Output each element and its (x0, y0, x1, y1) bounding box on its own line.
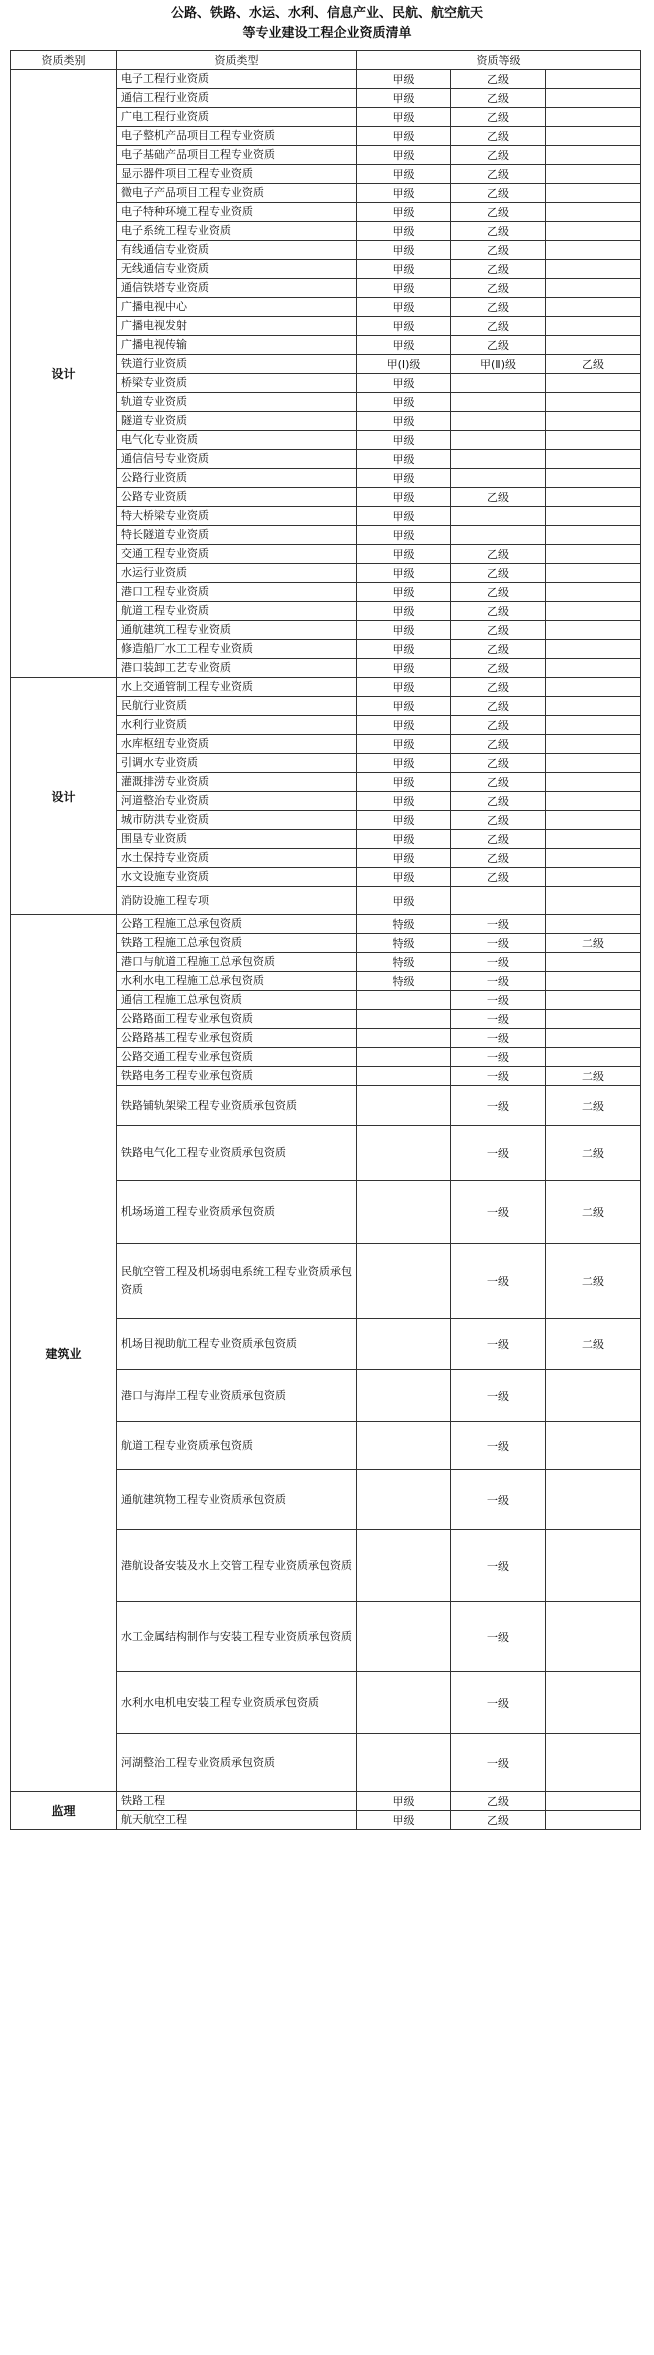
qualification-table (10, 50, 641, 1830)
grade-cell: 一级 (451, 1319, 546, 1370)
type-cell: 水文设施专业资质 (117, 868, 357, 887)
type-cell: 桥梁专业资质 (117, 374, 357, 393)
grade-cell (357, 1048, 451, 1067)
type-cell: 水土保持专业资质 (117, 849, 357, 868)
grade-cell: 甲级 (357, 108, 451, 127)
grade-cell (546, 754, 641, 773)
grade-cell: 甲级 (357, 678, 451, 697)
grade-cell (357, 1244, 451, 1319)
type-cell: 广播电视发射 (117, 317, 357, 336)
type-cell: 城市防洪专业资质 (117, 811, 357, 830)
grade-cell: 乙级 (451, 830, 546, 849)
title-line-2: 等专业建设工程企业资质清单 (242, 26, 412, 41)
grade-cell (546, 1370, 641, 1422)
grade-cell: 乙级 (451, 89, 546, 108)
grade-cell (546, 450, 641, 469)
grade-cell (546, 545, 641, 564)
grade-cell: 乙级 (451, 165, 546, 184)
grade-cell (546, 298, 641, 317)
grade-cell: 甲级 (357, 754, 451, 773)
grade-cell: 甲级 (357, 165, 451, 184)
grade-cell (546, 393, 641, 412)
grade-cell: 一级 (451, 1086, 546, 1126)
type-cell: 公路路基工程专业承包资质 (117, 1029, 357, 1048)
grade-cell (357, 1530, 451, 1602)
type-cell: 航道工程专业资质承包资质 (117, 1422, 357, 1470)
grade-cell: 甲级 (357, 830, 451, 849)
grade-cell: 乙级 (451, 298, 546, 317)
grade-cell (451, 393, 546, 412)
grade-cell: 甲级 (357, 222, 451, 241)
grade-cell: 一级 (451, 1530, 546, 1602)
grade-cell (546, 184, 641, 203)
grade-cell: 甲级 (357, 1792, 451, 1811)
grade-cell (546, 640, 641, 659)
grade-cell (546, 953, 641, 972)
grade-cell: 乙级 (451, 70, 546, 89)
type-cell: 港口装卸工艺专业资质 (117, 659, 357, 678)
grade-cell: 甲级 (357, 640, 451, 659)
grade-cell: 一级 (451, 1244, 546, 1319)
grade-cell: 二级 (546, 1181, 641, 1244)
grade-cell: 甲级 (357, 260, 451, 279)
title-line-1: 公路、铁路、水运、水利、信息产业、民航、航空航天 (170, 6, 483, 21)
header-type: 资质类型 (117, 51, 357, 70)
grade-cell (451, 526, 546, 545)
table-row (11, 70, 641, 89)
grade-cell (546, 146, 641, 165)
type-cell: 水库枢纽专业资质 (117, 735, 357, 754)
type-cell: 通信工程行业资质 (117, 89, 357, 108)
type-cell: 港口与航道工程施工总承包资质 (117, 953, 357, 972)
grade-cell: 乙级 (451, 659, 546, 678)
grade-cell: 乙级 (451, 146, 546, 165)
grade-cell (546, 564, 641, 583)
grade-cell (546, 583, 641, 602)
type-cell: 铁路铺轨架梁工程专业资质承包资质 (117, 1086, 357, 1126)
type-cell: 电子特种环境工程专业资质 (117, 203, 357, 222)
grade-cell (546, 1422, 641, 1470)
grade-cell: 甲级 (357, 203, 451, 222)
grade-cell: 甲级 (357, 450, 451, 469)
grade-cell: 甲级 (357, 811, 451, 830)
grade-cell (451, 412, 546, 431)
grade-cell: 乙级 (451, 222, 546, 241)
grade-cell: 特级 (357, 915, 451, 934)
grade-cell: 二级 (546, 1086, 641, 1126)
grade-cell (546, 412, 641, 431)
grade-cell: 甲级 (357, 849, 451, 868)
type-cell: 机场场道工程专业资质承包资质 (117, 1181, 357, 1244)
grade-cell: 一级 (451, 972, 546, 991)
grade-cell: 特级 (357, 972, 451, 991)
grade-cell: 一级 (451, 1067, 546, 1086)
grade-cell: 甲级 (357, 317, 451, 336)
grade-cell: 乙级 (451, 716, 546, 735)
grade-cell: 一级 (451, 934, 546, 953)
grade-cell (546, 972, 641, 991)
grade-cell (546, 716, 641, 735)
grade-cell: 乙级 (451, 735, 546, 754)
grade-cell: 甲级 (357, 70, 451, 89)
grade-cell: 甲级 (357, 583, 451, 602)
grade-cell (357, 1086, 451, 1126)
type-cell: 通信信号专业资质 (117, 450, 357, 469)
grade-cell: 乙级 (451, 773, 546, 792)
grade-cell: 甲级 (357, 89, 451, 108)
type-cell: 引调水专业资质 (117, 754, 357, 773)
table-row (11, 915, 641, 934)
grade-cell: 甲级 (357, 564, 451, 583)
type-cell: 铁路工程施工总承包资质 (117, 934, 357, 953)
grade-cell (546, 1010, 641, 1029)
grade-cell (357, 1029, 451, 1048)
grade-cell: 乙级 (451, 811, 546, 830)
grade-cell (546, 868, 641, 887)
grade-cell (451, 507, 546, 526)
grade-cell: 特级 (357, 934, 451, 953)
grade-cell: 一级 (451, 1370, 546, 1422)
grade-cell (357, 1370, 451, 1422)
type-cell: 水运行业资质 (117, 564, 357, 583)
grade-cell (546, 1602, 641, 1672)
grade-cell (451, 469, 546, 488)
type-cell: 广播电视传输 (117, 336, 357, 355)
grade-cell: 一级 (451, 991, 546, 1010)
document-title (0, 0, 654, 44)
grade-cell (357, 1181, 451, 1244)
grade-cell: 甲级 (357, 773, 451, 792)
type-cell: 航道工程专业资质 (117, 602, 357, 621)
grade-cell: 甲(Ⅰ)级 (357, 355, 451, 374)
grade-cell: 甲级 (357, 488, 451, 507)
grade-cell (546, 659, 641, 678)
type-cell: 无线通信专业资质 (117, 260, 357, 279)
type-cell: 特大桥梁专业资质 (117, 507, 357, 526)
type-cell: 水利水电工程施工总承包资质 (117, 972, 357, 991)
grade-cell: 甲级 (357, 431, 451, 450)
type-cell: 电气化专业资质 (117, 431, 357, 450)
grade-cell: 乙级 (451, 260, 546, 279)
grade-cell (546, 70, 641, 89)
type-cell: 通信工程施工总承包资质 (117, 991, 357, 1010)
grade-cell (546, 678, 641, 697)
grade-cell: 甲级 (357, 697, 451, 716)
type-cell: 显示器件项目工程专业资质 (117, 165, 357, 184)
grade-cell: 甲级 (357, 507, 451, 526)
grade-cell: 甲级 (357, 393, 451, 412)
type-cell: 河湖整治工程专业资质承包资质 (117, 1734, 357, 1792)
grade-cell (546, 697, 641, 716)
grade-cell (546, 1734, 641, 1792)
type-cell: 民航空管工程及机场弱电系统工程专业资质承包资质 (117, 1244, 357, 1319)
grade-cell: 甲级 (357, 735, 451, 754)
grade-cell (451, 374, 546, 393)
grade-cell: 二级 (546, 1067, 641, 1086)
type-cell: 水上交通管制工程专业资质 (117, 678, 357, 697)
grade-cell (357, 1602, 451, 1672)
grade-cell: 乙级 (451, 621, 546, 640)
type-cell: 电子系统工程专业资质 (117, 222, 357, 241)
grade-cell: 乙级 (451, 792, 546, 811)
grade-cell: 甲级 (357, 298, 451, 317)
grade-cell (546, 773, 641, 792)
grade-cell: 乙级 (451, 203, 546, 222)
grade-cell: 甲级 (357, 659, 451, 678)
type-cell: 水工金属结构制作与安装工程专业资质承包资质 (117, 1602, 357, 1672)
grade-cell (357, 1734, 451, 1792)
table-row (11, 1792, 641, 1811)
category-cell: 监理 (11, 1792, 117, 1830)
type-cell: 公路行业资质 (117, 469, 357, 488)
grade-cell: 甲级 (357, 184, 451, 203)
type-cell: 铁路工程 (117, 1792, 357, 1811)
grade-cell: 乙级 (451, 868, 546, 887)
type-cell: 交通工程专业资质 (117, 545, 357, 564)
grade-cell: 乙级 (451, 583, 546, 602)
grade-cell (546, 279, 641, 298)
grade-cell (546, 811, 641, 830)
grade-cell: 乙级 (451, 488, 546, 507)
grade-cell (357, 1672, 451, 1734)
type-cell: 铁路电气化工程专业资质承包资质 (117, 1126, 357, 1181)
grade-cell (357, 1470, 451, 1530)
grade-cell: 乙级 (451, 1811, 546, 1830)
grade-cell (546, 735, 641, 754)
type-cell: 河道整治专业资质 (117, 792, 357, 811)
grade-cell: 甲级 (357, 469, 451, 488)
grade-cell (546, 374, 641, 393)
type-cell: 电子工程行业资质 (117, 70, 357, 89)
grade-cell (546, 991, 641, 1010)
type-cell: 通航建筑工程专业资质 (117, 621, 357, 640)
grade-cell: 二级 (546, 1126, 641, 1181)
grade-cell (546, 336, 641, 355)
grade-cell (546, 108, 641, 127)
grade-cell: 一级 (451, 1602, 546, 1672)
type-cell: 电子整机产品项目工程专业资质 (117, 127, 357, 146)
type-cell: 消防设施工程专项 (117, 887, 357, 915)
grade-cell: 甲级 (357, 146, 451, 165)
grade-cell (357, 1126, 451, 1181)
type-cell: 有线通信专业资质 (117, 241, 357, 260)
grade-cell: 甲级 (357, 716, 451, 735)
grade-cell: 甲级 (357, 412, 451, 431)
type-cell: 广电工程行业资质 (117, 108, 357, 127)
grade-cell (546, 621, 641, 640)
grade-cell: 乙级 (451, 754, 546, 773)
grade-cell: 一级 (451, 1048, 546, 1067)
grade-cell: 乙级 (451, 602, 546, 621)
grade-cell (546, 792, 641, 811)
table-header-row (11, 51, 641, 70)
type-cell: 通航建筑物工程专业资质承包资质 (117, 1470, 357, 1530)
type-cell: 公路专业资质 (117, 488, 357, 507)
grade-cell (451, 450, 546, 469)
grade-cell: 二级 (546, 934, 641, 953)
grade-cell: 一级 (451, 915, 546, 934)
grade-cell: 乙级 (451, 545, 546, 564)
grade-cell: 甲级 (357, 868, 451, 887)
grade-cell (357, 991, 451, 1010)
type-cell: 航天航空工程 (117, 1811, 357, 1830)
grade-cell: 乙级 (451, 108, 546, 127)
grade-cell (357, 1010, 451, 1029)
grade-cell: 乙级 (451, 678, 546, 697)
grade-cell: 乙级 (451, 1792, 546, 1811)
grade-cell (546, 849, 641, 868)
category-cell: 设计 (11, 70, 117, 678)
grade-cell (546, 222, 641, 241)
grade-cell (546, 526, 641, 545)
type-cell: 电子基础产品项目工程专业资质 (117, 146, 357, 165)
grade-cell (546, 602, 641, 621)
grade-cell (546, 1470, 641, 1530)
grade-cell (546, 89, 641, 108)
header-grade: 资质等级 (357, 51, 641, 70)
type-cell: 铁道行业资质 (117, 355, 357, 374)
type-cell: 微电子产品项目工程专业资质 (117, 184, 357, 203)
grade-cell (546, 317, 641, 336)
grade-cell (546, 887, 641, 915)
grade-cell: 一级 (451, 1422, 546, 1470)
type-cell: 港航设备安装及水上交管工程专业资质承包资质 (117, 1530, 357, 1602)
type-cell: 围垦专业资质 (117, 830, 357, 849)
category-cell: 建筑业 (11, 915, 117, 1792)
grade-cell: 乙级 (451, 849, 546, 868)
grade-cell (357, 1422, 451, 1470)
grade-cell: 一级 (451, 1672, 546, 1734)
grade-cell: 甲级 (357, 545, 451, 564)
grade-cell (546, 1792, 641, 1811)
grade-cell (451, 887, 546, 915)
grade-cell (357, 1319, 451, 1370)
grade-cell: 乙级 (451, 279, 546, 298)
grade-cell (546, 203, 641, 222)
grade-cell: 乙级 (451, 184, 546, 203)
type-cell: 特长隧道专业资质 (117, 526, 357, 545)
grade-cell (546, 1530, 641, 1602)
grade-cell: 甲级 (357, 336, 451, 355)
grade-cell: 乙级 (451, 317, 546, 336)
grade-cell: 甲级 (357, 792, 451, 811)
grade-cell: 乙级 (451, 564, 546, 583)
grade-cell (546, 488, 641, 507)
type-cell: 水利行业资质 (117, 716, 357, 735)
category-cell: 设计 (11, 678, 117, 915)
grade-cell: 甲级 (357, 526, 451, 545)
type-cell: 广播电视中心 (117, 298, 357, 317)
table-row (11, 678, 641, 697)
grade-cell: 一级 (451, 1734, 546, 1792)
grade-cell: 甲级 (357, 241, 451, 260)
grade-cell: 一级 (451, 1181, 546, 1244)
type-cell: 港口工程专业资质 (117, 583, 357, 602)
grade-cell (546, 1811, 641, 1830)
type-cell: 隧道专业资质 (117, 412, 357, 431)
type-cell: 公路交通工程专业承包资质 (117, 1048, 357, 1067)
type-cell: 公路路面工程专业承包资质 (117, 1010, 357, 1029)
header-category: 资质类别 (11, 51, 117, 70)
grade-cell: 一级 (451, 1126, 546, 1181)
grade-cell: 一级 (451, 953, 546, 972)
grade-cell: 乙级 (546, 355, 641, 374)
grade-cell: 一级 (451, 1010, 546, 1029)
grade-cell: 乙级 (451, 640, 546, 659)
type-cell: 机场目视助航工程专业资质承包资质 (117, 1319, 357, 1370)
grade-cell (546, 165, 641, 184)
grade-cell (357, 1067, 451, 1086)
grade-cell: 甲级 (357, 1811, 451, 1830)
grade-cell (546, 241, 641, 260)
grade-cell: 一级 (451, 1029, 546, 1048)
grade-cell: 甲级 (357, 602, 451, 621)
grade-cell (546, 1029, 641, 1048)
grade-cell (546, 469, 641, 488)
grade-cell: 甲级 (357, 374, 451, 393)
grade-cell (546, 915, 641, 934)
grade-cell: 特级 (357, 953, 451, 972)
grade-cell: 乙级 (451, 241, 546, 260)
grade-cell: 乙级 (451, 697, 546, 716)
grade-cell: 二级 (546, 1319, 641, 1370)
grade-cell: 甲(Ⅱ)级 (451, 355, 546, 374)
type-cell: 通信铁塔专业资质 (117, 279, 357, 298)
type-cell: 修造船厂水工工程专业资质 (117, 640, 357, 659)
type-cell: 民航行业资质 (117, 697, 357, 716)
type-cell: 水利水电机电安装工程专业资质承包资质 (117, 1672, 357, 1734)
grade-cell: 甲级 (357, 621, 451, 640)
grade-cell: 二级 (546, 1244, 641, 1319)
grade-cell: 甲级 (357, 887, 451, 915)
grade-cell (546, 260, 641, 279)
grade-cell (546, 1672, 641, 1734)
table-body (11, 70, 641, 1830)
grade-cell (451, 431, 546, 450)
type-cell: 铁路电务工程专业承包资质 (117, 1067, 357, 1086)
grade-cell (546, 127, 641, 146)
type-cell: 公路工程施工总承包资质 (117, 915, 357, 934)
type-cell: 灌溉排涝专业资质 (117, 773, 357, 792)
grade-cell: 乙级 (451, 336, 546, 355)
grade-cell (546, 1048, 641, 1067)
grade-cell (546, 507, 641, 526)
grade-cell (546, 431, 641, 450)
grade-cell: 乙级 (451, 127, 546, 146)
grade-cell (546, 830, 641, 849)
type-cell: 轨道专业资质 (117, 393, 357, 412)
type-cell: 港口与海岸工程专业资质承包资质 (117, 1370, 357, 1422)
grade-cell: 甲级 (357, 127, 451, 146)
grade-cell: 甲级 (357, 279, 451, 298)
grade-cell: 一级 (451, 1470, 546, 1530)
